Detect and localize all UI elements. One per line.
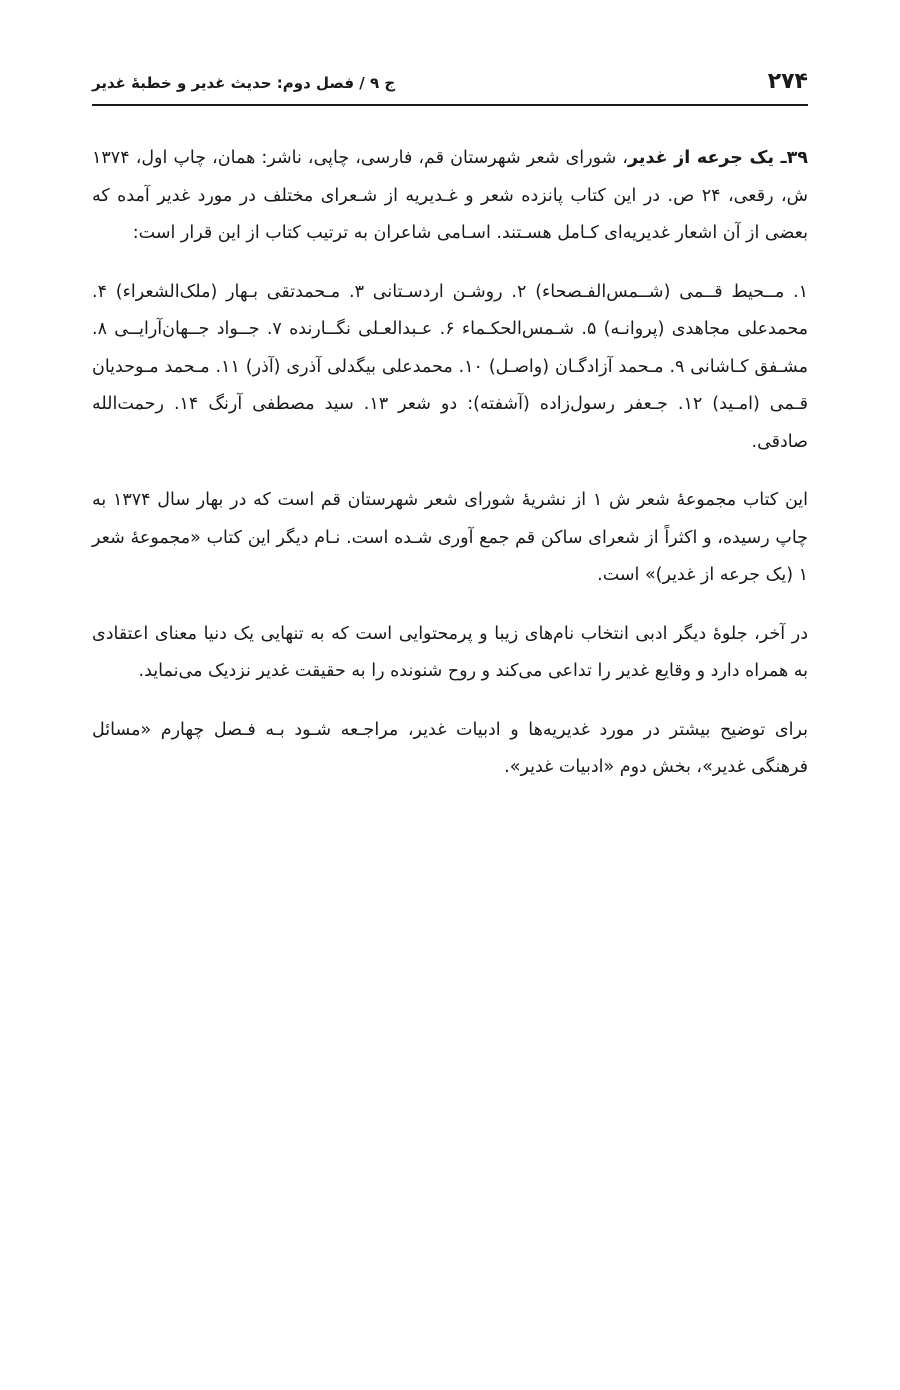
body-text xyxy=(92,140,808,787)
entry-text: ، شورای شعر شهرستان قم، فارسی، چاپی، ناشر: همان، چاپ اول، ۱۳۷۴ ش، رقعی، ۲۴ ص. در این کتاب پانزده شعر و غـدیریه از شـعرای مختلف در مورد غدیر آمده که بعضی از آن اشعار غدیریه‌ای کـامل هسـتند. اسـامی شاعران به ترتیب کتاب از این قرار است: xyxy=(92,148,808,243)
entry-title: ۳۹ـ یک جرعه از غدیر xyxy=(628,148,808,168)
page-number: ۲۷۴ xyxy=(767,69,808,94)
reference-paragraph: برای توضیح بیشتر در مورد غدیریه‌ها و ادبیات غدیر، مراجـعه شـود بـه فـصل چهارم «مسائل فرهنگی غدیر»، بخش دوم «ادبیات غدیر». xyxy=(92,719,808,777)
chapter-title: ج ۹ / فصل دوم: حدیث غدیر و خطبهٔ غدیر xyxy=(92,74,396,92)
bibliography-entry xyxy=(92,140,808,253)
book-page xyxy=(92,60,808,808)
poets-list-paragraph: ۱. مــحیط قــمی (شــمس‌الفـصحاء) ۲. روشـن اردسـتانی ۳. مـحمدتقی بـهار (ملک‌الشعراء) ۴. محمدعلی مجاهدی (پروانـه) ۵. شـمس‌الحکـماء ۶. عـبدالعـلی نگــارنده ۷. جــواد جــهان‌آرایــی ۸. مشـفق کـاشانی ۹. مـحمد آزادگـان (واصـل) ۱۰. محمدعلی بیگدلی آذری (آذر) ۱۱. مـحمد مـوحدیان قـمی (امـید) ۱۲. جـعفر رسول‌زاده (آشفته): دو شعر ۱۳. سید مصطفی آرنگ ۱۴. رحمت‌الله صادقی. xyxy=(92,281,809,452)
collection-note-paragraph: این کتاب مجموعهٔ شعر ش ۱ از نشریهٔ شورای شعر شهرستان قم است که در بهار سال ۱۳۷۴ به چاپ رسیده، و اکثراً از شعرای ساکن قم جمع آوری شـده است. نـام دیگر این کتاب «مجموعهٔ شعر ۱ (یک جرعه از غدیر)» است. xyxy=(92,490,808,585)
running-header xyxy=(92,60,808,106)
literary-names-paragraph: در آخر، جلوهٔ دیگر ادبی انتخاب نام‌های زیبا و پرمحتوایی است که به تنهایی یک دنیا معنای اعتقادی به همراه دارد و وقایع غدیر را تداعی می‌کند و روح شنونده را به حقیقت غدیر نزدیک می‌نماید. xyxy=(92,623,808,681)
